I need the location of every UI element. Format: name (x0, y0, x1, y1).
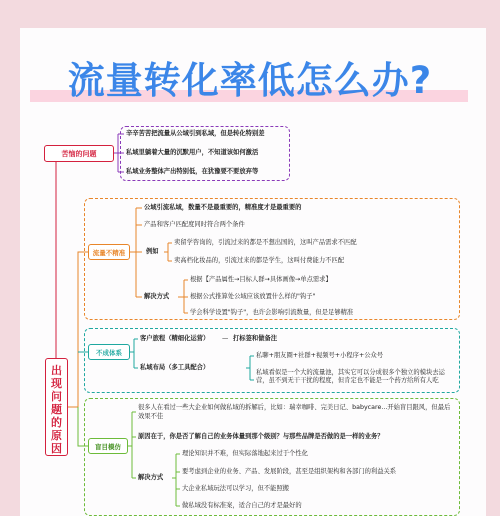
example-2: 卖高档化妆品的，引流过来的都是学生，这叫付费能力不匹配 (174, 257, 345, 264)
layout-label: 私域布局（多工具配合） (140, 364, 210, 371)
root-node: 出 现 问 题 的 原 因 (45, 358, 68, 456)
pain-item-3: 私域业务整体产出特别低，在犹豫要不要放弃等 (126, 168, 259, 175)
example-label: 例如 (146, 248, 159, 255)
imprecise-solution-3: 学会科学设置"钩子"，也许会影响引流数量，但是足够精准 (190, 309, 354, 316)
system-label: 不成体系 (88, 344, 130, 360)
blind-reason: 原因在于，你是否了解自己的业务体量到那个级别？与那些品牌是否做的是一样的业务？ (138, 433, 384, 440)
blind-solution-1: 理论知识并不难，但实际落地起来过于个性化 (182, 450, 308, 457)
blind-solution-4: 做私域没有标准案，适合自己的才是最好的 (182, 502, 302, 509)
journey-dash: — (222, 335, 229, 342)
imprecise-label: 流量不精准 (88, 244, 130, 260)
journey-label: 客户旅程（精细化运营） (140, 335, 210, 342)
imprecise-solution-1: 根据【产品属性→目标人群→具体画像→单点需求】 (190, 276, 332, 283)
pain-item-1: 辛辛苦苦把流量从公域引到私域，但是转化特别差 (126, 130, 265, 137)
example-1: 卖留学咨询的，引流过来的都是不想出国的，这叫产品需求不匹配 (174, 239, 357, 246)
journey-text: 打标签和做备注 (233, 335, 278, 342)
pain-item-2: 私域里躺着大量的沉默用户，不知道该如何激活 (126, 149, 259, 156)
page-title: 流量转化率低怎么办? (67, 59, 433, 102)
imprecise-intro: 公域引流私域，数量不是最重要的，精准度才是最重要的 (144, 204, 302, 211)
imprecise-solution-label: 解决方式 (144, 293, 170, 300)
layout-item-1: 私聊+朋友圈+社群+视频号+小程序+公众号 (256, 352, 384, 359)
pain-label: 苦恼的问题 (44, 145, 114, 162)
blind-intro: 很多人在看过一些大企业如何做私域的拆解后，比如：瑞幸咖啡、完美日记、babycare...开始盲目跟风，但最后效果不佳 (138, 404, 451, 420)
blind-solution-label: 解决方式 (138, 474, 164, 481)
imprecise-mismatch: 产品和客户匹配度同时符合两个条件 (144, 221, 245, 228)
blind-label: 盲目模仿 (88, 438, 128, 454)
imprecise-solution-2: 根据公式推算处公域应该放置什么样的"钩子" (190, 293, 316, 300)
blind-solution-2: 要考虑到企业的业务、产品、发展阶段，甚至是组织架构和各部门的利益关系 (182, 468, 397, 475)
layout-item-2: 私域看似是一个大的流量池，其实它可以分成很多个独立的模块去运营，虽不到无干干扰的程度，但肯定也不能是一个药方给所有人吃 (256, 369, 445, 384)
blind-solution-3: 大企业私域玩法可以学习，但不能照搬 (182, 485, 290, 492)
